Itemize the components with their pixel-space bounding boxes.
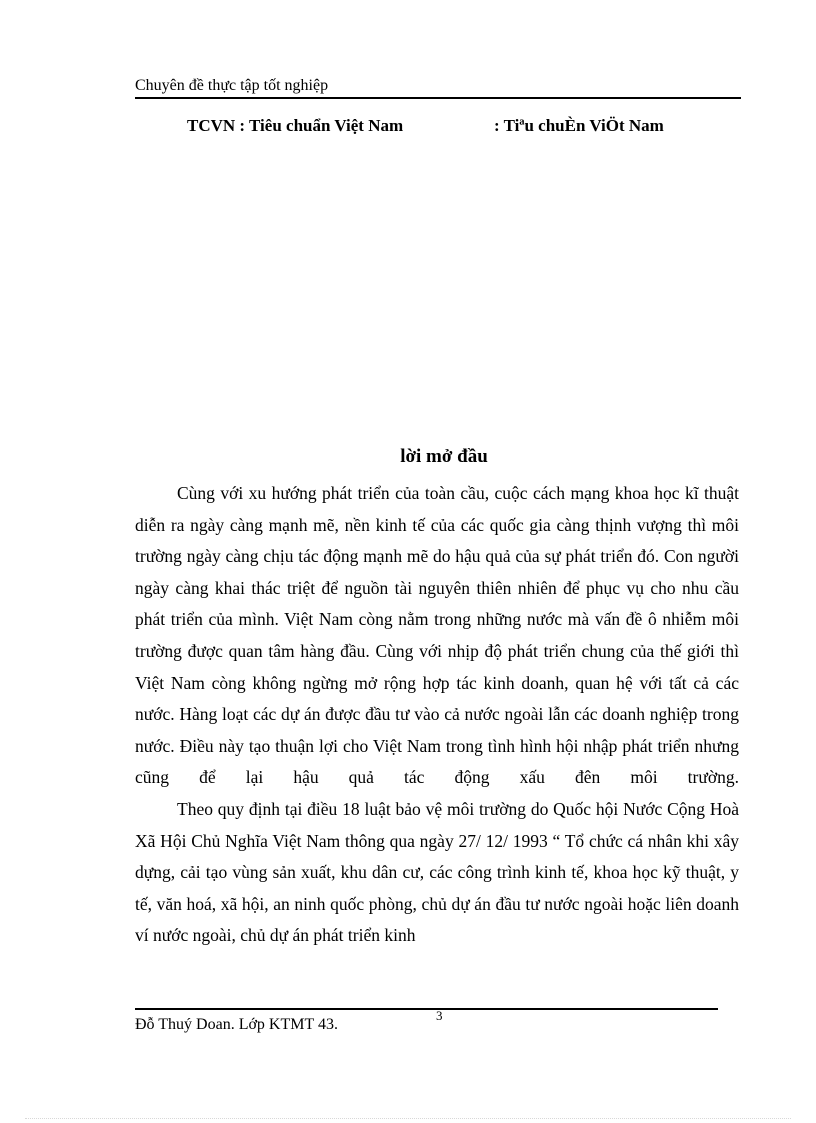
header-title: Chuyên đề thực tập tốt nghiệp xyxy=(135,77,329,94)
paragraph: Theo quy định tại điều 18 luật bảo vệ môi trường do Quốc hội Nước Cộng Hoà Xã Hội Chủ Nghĩa Việt Nam thông qua ngày 27/ 12/ 1993 “ Tổ chức cá nhân khi xây dựng, cải tạo vùng sản xuất, khu dân cư, các công trình kinh tế, khoa học kỹ thuật, y tế, văn hoá, xã hội, an ninh quốc phòng, chủ dự án đầu tư nước ngoài hoặc liên doanh ví nước ngoài, chủ dự án phát triển kinh xyxy=(135,798,739,946)
section-heading: lời mở đầu xyxy=(400,446,488,467)
page-number: 3 xyxy=(436,1008,443,1023)
page-edge-divider xyxy=(25,1118,791,1119)
footer-author: Đỗ Thuý Doan. Lớp KTMT 43. xyxy=(135,1016,338,1033)
paragraph: Cùng với xu hướng phát triển của toàn cầu, cuộc cách mạng khoa học kĩ thuật diễn ra ngày càng mạnh mẽ, nền kinh tế của các quốc gia càng thịnh vượng thì môi trường ngày càng chịu tác động mạnh mẽ do hậu quả của sự phát triển đó. Con người ngày càng khai thác triệt để nguồn tài nguyên thiên nhiên để phục vụ cho nhu cầu phát triển của mình. Việt Nam còng nằm trong những nước mà vấn đề ô nhiễm môi trường được quan tâm hàng đầu. Cùng với nhịp độ phát triển chung của thế giới thì Việt Nam còng không ngừng mở rộng hợp tác kinh doanh, quan hệ với tất cả các nước. Hàng loạt các dự án được đầu tư vào cả nước ngoài lẫn các doanh nghiệp trong nước. Điều này tạo thuận lợi cho Việt Nam trong tình hình hội nhập phát triển nhưng cũng để lại hậu quả tác động xấu đên môi trường. xyxy=(135,483,739,788)
abbreviation-legacy-encoding: : Tiªu chuÈn ViÖt Nam xyxy=(494,116,664,135)
section-body xyxy=(135,478,739,952)
header-divider xyxy=(135,97,741,99)
footer-divider xyxy=(135,1008,718,1010)
abbreviation-definition: TCVN : Tiêu chuẩn Việt Nam xyxy=(187,116,404,135)
